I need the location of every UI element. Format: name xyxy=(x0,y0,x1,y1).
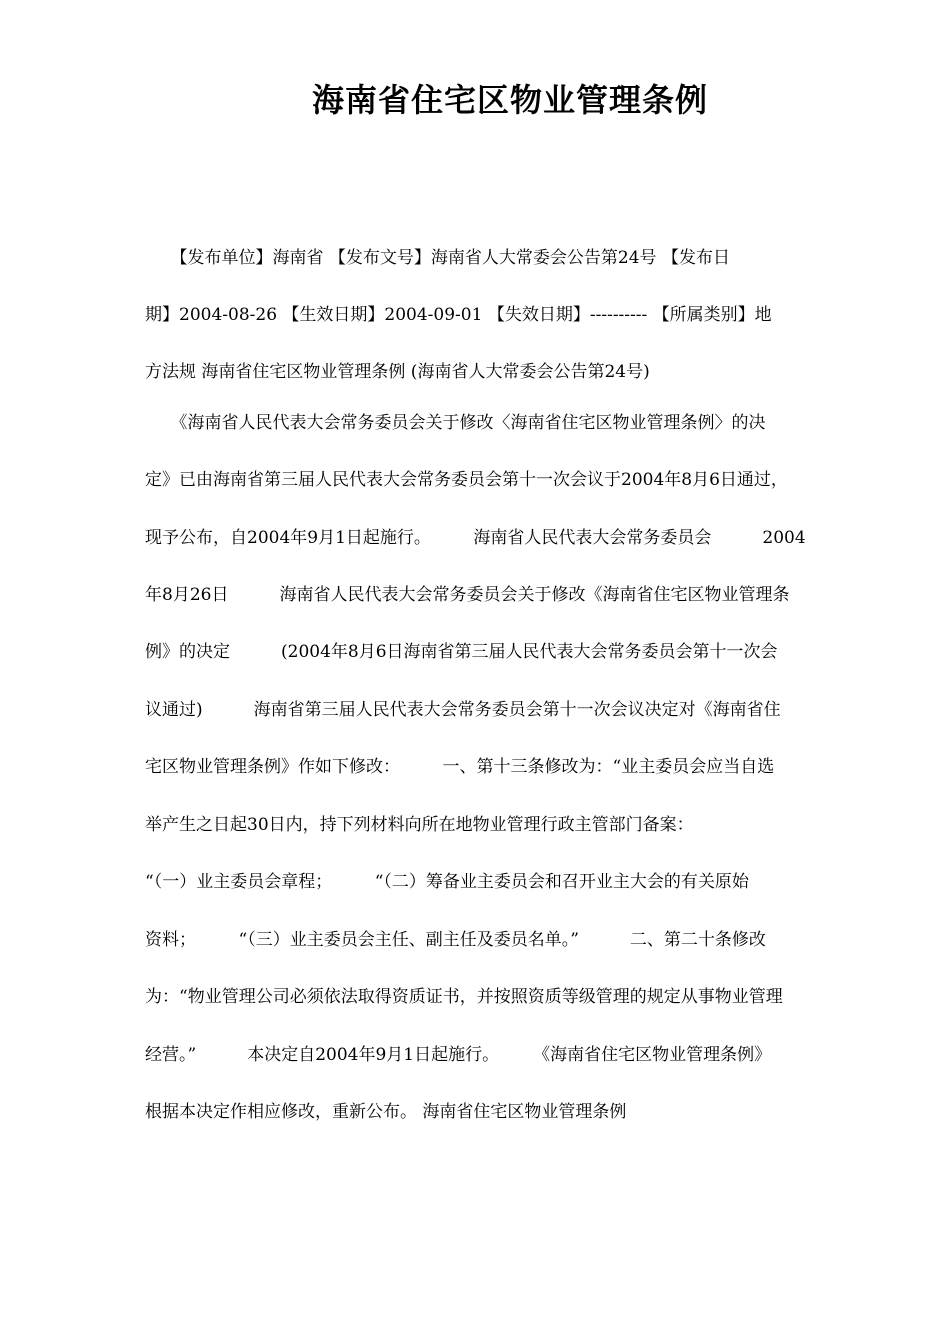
body-line: “（一）业主委员会章程； “（二）筹备业主委员会和召开业主大会的有关原始 xyxy=(145,872,749,892)
body-line: 经营。” 本决定自2004年9月1日起施行。 《海南省住宅区物业管理条例》 xyxy=(145,1045,772,1065)
body-line: 现予公布，自2004年9月1日起施行。 海南省人民代表大会常务委员会 2004 xyxy=(145,528,806,548)
body-line: 期】2004-08-26 【生效日期】2004-09-01 【失效日期】---------- 【所属类别】地 xyxy=(145,305,772,325)
body-line: 《海南省人民代表大会常务委员会关于修改〈海南省住宅区物业管理条例〉的决 xyxy=(145,413,766,433)
body-line: 为：“物业管理公司必须依法取得资质证书，并按照资质等级管理的规定从事物业管理 xyxy=(145,987,783,1007)
body-line: 方法规 海南省住宅区物业管理条例 (海南省人大常委会公告第24号) xyxy=(145,362,650,382)
body-line: 资料； “（三）业主委员会主任、副主任及委员名单。” 二、第二十条修改 xyxy=(145,930,766,950)
body-line: 年8月26日 海南省人民代表大会常务委员会关于修改《海南省住宅区物业管理条 xyxy=(145,585,790,605)
body-line: 【发布单位】海南省 【发布文号】海南省人大常委会公告第24号 【发布日 xyxy=(145,248,730,268)
document-title: 海南省住宅区物业管理条例 xyxy=(311,81,708,120)
body-line: 举产生之日起30日内，持下列材料向所在地物业管理行政主管部门备案： xyxy=(145,815,694,835)
body-line: 定》已由海南省第三届人民代表大会常务委员会第十一次会议于2004年8月6日通过， xyxy=(145,470,788,490)
body-line: 例》的决定 (2004年8月6日海南省第三届人民代表大会常务委员会第十一次会 xyxy=(145,642,778,662)
body-line: 议通过) 海南省第三届人民代表大会常务委员会第十一次会议决定对《海南省住 xyxy=(145,700,781,720)
body-line: 宅区物业管理条例》作如下修改： 一、第十三条修改为：“业主委员会应当自选 xyxy=(145,757,775,777)
body-line: 根据本决定作相应修改，重新公布。 海南省住宅区物业管理条例 xyxy=(145,1102,627,1122)
